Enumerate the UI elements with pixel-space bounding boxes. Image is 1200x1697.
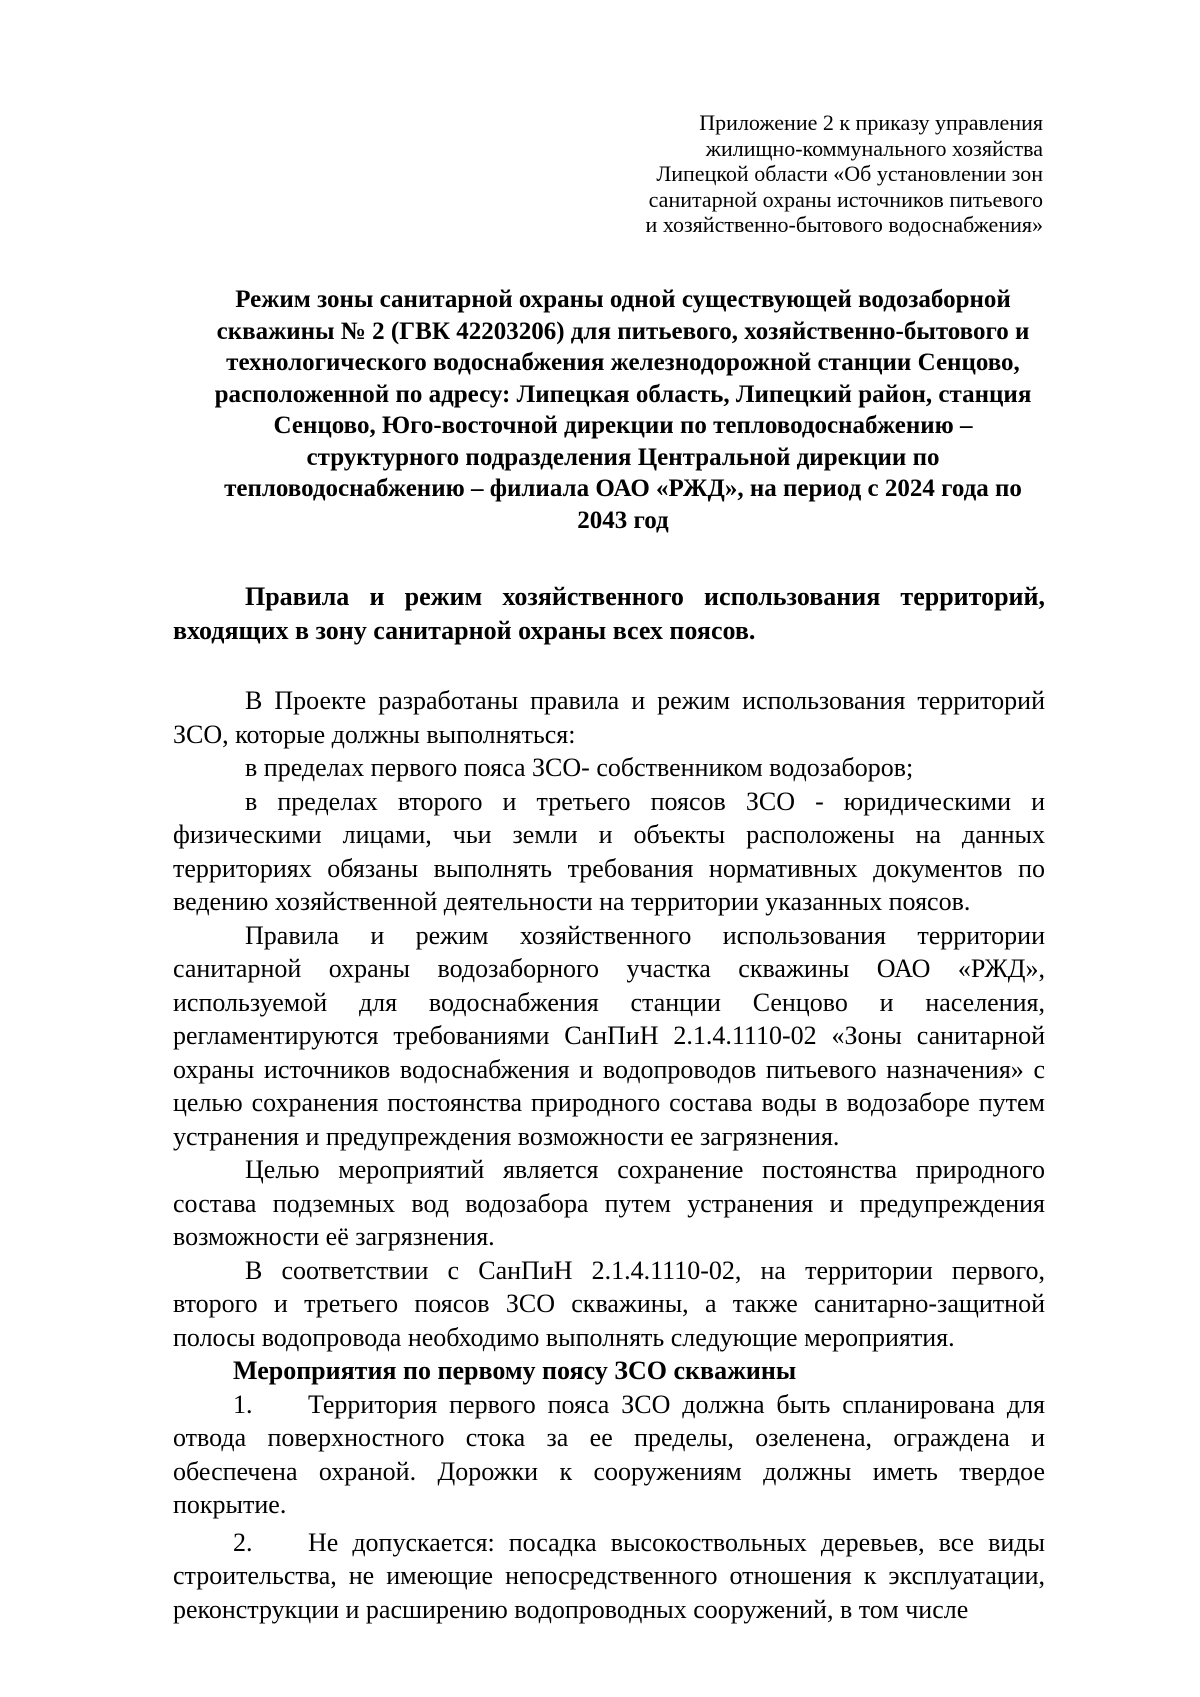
- appendix-line: и хозяйственно-бытового водоснабжения»: [645, 212, 1043, 237]
- title-line: 2043 год: [577, 506, 669, 534]
- item-number: 2.: [233, 1527, 253, 1557]
- title-line: тепловодоснабжению – филиала ОАО «РЖД», на период с 2024 года по: [224, 475, 1022, 502]
- list-item: [173, 1526, 1045, 1627]
- title-line: скважины № 2 (ГВК 42203206) для питьевого, хозяйственно-бытового и: [216, 317, 1030, 345]
- section-subtitle: [173, 580, 1045, 647]
- subtitle-line: Правила и режим хозяйственного использования территорий,: [245, 582, 1045, 611]
- paragraph: Целью мероприятий является сохранение постоянства природного состава подземных вод водозабора путем устранения и предупреждения возможности её загрязнения.: [173, 1155, 1045, 1251]
- paragraph: в пределах второго и третьего поясов ЗСО - юридическими и физическими лицами, чьи земли и объекты расположены на данных территориях обязаны выполнять требования нормативных документов по ведению хозяйственной деятельности на территории указанных поясов.: [173, 786, 1045, 916]
- appendix-line: Приложение 2 к приказу управления: [699, 110, 1043, 135]
- title-line: расположенной по адресу: Липецкая область, Липецкий район, станция: [214, 380, 1032, 408]
- appendix-line: Липецкой области «Об установлении зон: [656, 161, 1043, 186]
- appendix-line: жилищно-коммунального хозяйства: [705, 135, 1043, 161]
- paragraph: в пределах первого пояса ЗСО- собственником водозаборов;: [245, 753, 914, 782]
- title-line: структурного подразделения Центральной дирекции по: [306, 443, 940, 471]
- item-number: 1.: [233, 1389, 253, 1419]
- title-line: Сенцово, Юго-восточной дирекции по тепловодоснабжению –: [273, 412, 973, 439]
- subtitle-line: входящих в зону санитарной охраны всех поясов.: [173, 615, 756, 645]
- document-body: [173, 580, 1045, 1626]
- item-text: Территория первого пояса ЗСО должна быть спланирована для отвода поверхностного стока за ее пределы, озеленена, ограждена и обеспечена охраной. Дорожки к сооружениям должны иметь твердое покрытие.: [173, 1389, 1045, 1519]
- paragraph: В Проекте разработаны правила и режим использования территорий ЗСО, которые должны выполняться:: [173, 686, 1045, 749]
- appendix-line: санитарной охраны источников питьевого: [648, 186, 1043, 212]
- appendix-reference: [560, 110, 1043, 238]
- paragraph: В соответствии с СанПиН 2.1.4.1110-02, на территории первого, второго и третьего поясов ЗСО скважины, а также санитарно-защитной полосы водопровода необходимо выполнять следующие мероприятия.: [173, 1255, 1045, 1352]
- list-item: [173, 1388, 1045, 1522]
- section-heading: Мероприятия по первому поясу ЗСО скважины: [233, 1356, 797, 1385]
- title-line: Режим зоны санитарной охраны одной существующей водозаборной: [235, 286, 1011, 313]
- document-title: [150, 284, 1096, 536]
- title-line: технологического водоснабжения железнодорожной станции Сенцово,: [226, 349, 1020, 376]
- item-text: Не допускается: посадка высокоствольных деревьев, все виды строительства, не имеющие непосредственного отношения к эксплуатации, реконструкции и расширению водопроводных сооружений, в том числе: [173, 1527, 1045, 1624]
- paragraph: Правила и режим хозяйственного использования территории санитарной охраны водозаборного участка скважины ОАО «РЖД», используемой для водоснабжения станции Сенцово и населения, регламентируются требованиями СанПиН 2.1.4.1110-02 «Зоны санитарной охраны источников водоснабжения и водопроводов питьевого назначения» с целью сохранения постоянства природного состава воды в водозаборе путем устранения и предупреждения возможности ее загрязнения.: [173, 920, 1045, 1151]
